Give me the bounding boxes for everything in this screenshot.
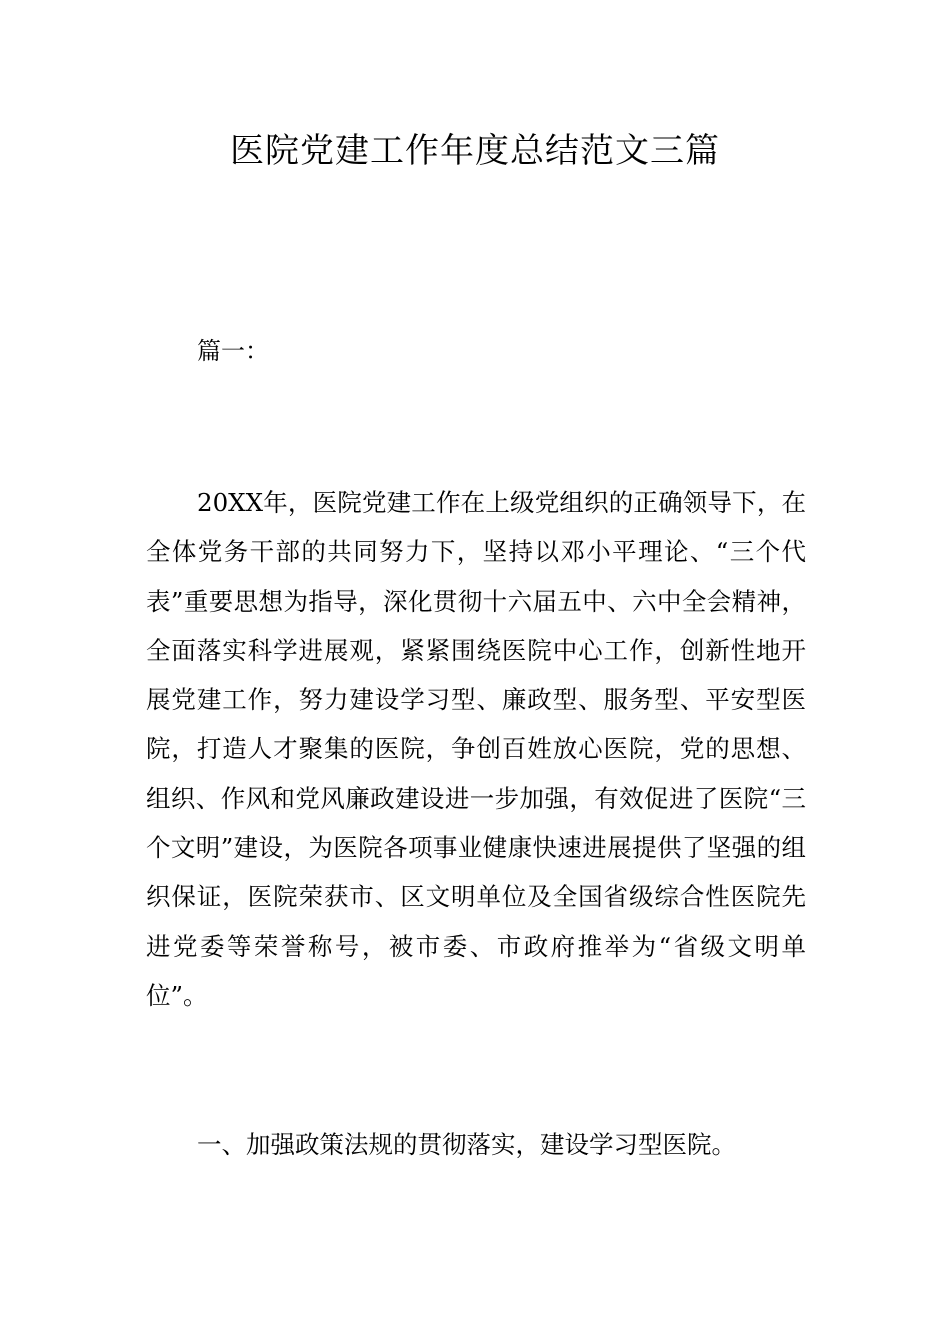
section-heading: 一、加强政策法规的贯彻落实，建设学习型医院。 — [197, 1130, 736, 1159]
body-paragraph: 20XX年，医院党建工作在上级党组织的正确领导下，在全体党务干部的共同努力下，坚持以邓小平理论、“三个代表”重要思想为指导，深化贯彻十六届五中、六中全会精神，全面落实科学进展观，紧紧围绕医院中心工作，创新性地开展党建工作，努力建设学习型、廉政型、服务型、平安型医院，打造人才聚集的医院，争创百姓放心医院，党的思想、组织、作风和党风廉政建设进一步加强，有效促进了医院“三个文明”建设，为医院各项事业健康快速进展提供了坚强的组织保证，医院荣获市、区文明单位及全国省级综合性医院先进党委等荣誉称号，被市委、市政府推举为“省级文明单位”。 — [146, 488, 806, 1010]
section-label: 篇一： — [197, 337, 269, 365]
document-title: 医院党建工作年度总结范文三篇 — [230, 131, 720, 171]
